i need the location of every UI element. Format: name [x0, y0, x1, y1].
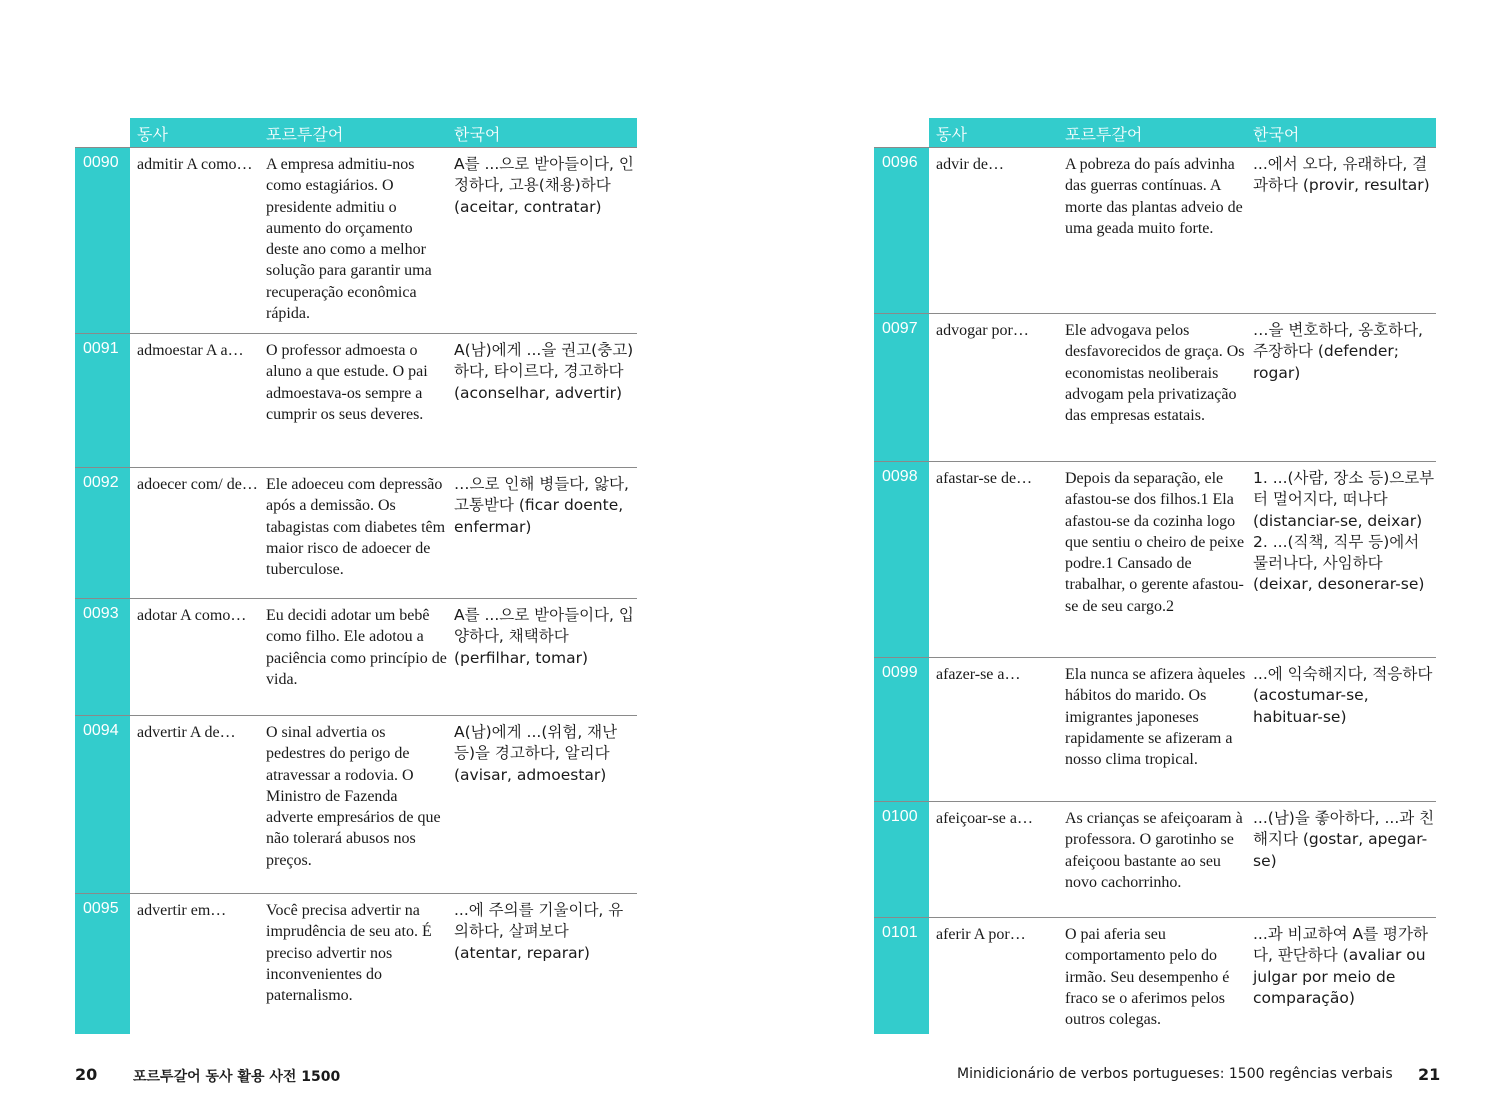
footer-title-right: Minidicionário de verbos portugueses: 1500 regências verbais — [957, 1066, 1393, 1082]
header-korean: 한국어 — [454, 125, 501, 144]
entry-verb: aferir A por… — [936, 926, 1026, 943]
page-number-left: 20 — [75, 1065, 98, 1084]
entry-korean-meaning: A를 ...으로 받아들이다, 인정하다, 고용(채용)하다 (aceitar, contratar) — [454, 155, 634, 216]
entry-verb: advir de… — [936, 156, 1004, 173]
entry-number-box — [874, 658, 929, 801]
entry-korean-meaning: ...에서 오다, 유래하다, 결과하다 (provir, resultar) — [1253, 155, 1430, 195]
entry-verb: advertir em… — [137, 902, 227, 919]
entry-number: 0101 — [882, 924, 918, 941]
entry-verb: admoestar A a… — [137, 342, 244, 359]
entry-portuguese-example: A pobreza do país advinha das guerras contínuas. A morte das plantas adveio de uma geada muito forte. — [1065, 156, 1243, 237]
entry-korean-meaning: ...과 비교하여 A를 평가하다, 판단하다 (avaliar ou julgar por meio de comparação) — [1253, 925, 1428, 1007]
entry-portuguese-example: As crianças se afeiçoaram à professora. O garotinho se afeiçoou bastante ao seu novo cachorrinho. — [1065, 810, 1243, 891]
entry-number-box — [75, 894, 130, 1034]
entry-portuguese-example: Você precisa advertir na imprudência de seu ato. É preciso advertir nos inconvenientes do paternalismo. — [266, 902, 432, 1005]
entry-number: 0098 — [882, 468, 918, 485]
entry-verb: adoecer com/ de… — [137, 476, 258, 493]
entry-number-box — [874, 148, 929, 313]
entry-verb: admitir A como… — [137, 156, 253, 173]
header-band — [929, 118, 1436, 147]
table-header — [874, 118, 1436, 147]
entry-portuguese-example: Depois da separação, ele afastou-se dos filhos.1 Ela afastou-se da cozinha logo que sentiu o cheiro de peixe podre.1 Cansado de trabalhar, o gerente afastou-se de seu cargo.2 — [1065, 470, 1245, 615]
footer-title-left: 포르투갈어 동사 활용 사전 1500 — [133, 1069, 341, 1085]
entry-number-box — [874, 802, 929, 917]
entry-korean-meaning: A(남)에게 ...을 권고(충고)하다, 타이르다, 경고하다 (aconselhar, advertir) — [454, 341, 634, 402]
entry-number: 0094 — [83, 722, 119, 739]
entry-row — [874, 147, 1436, 313]
entry-portuguese-example: A empresa admitiu-nos como estagiários. O presidente admitiu o aumento do orçamento deste ano como a melhor solução para garantir uma recuperação econômica rápida. — [266, 156, 432, 323]
entry-verb: adotar A como… — [137, 607, 247, 624]
entry-portuguese-example: O professor admoesta o aluno a que estude. O pai admoestava-os sempre a cumprir os seus deveres. — [266, 342, 428, 423]
table-header — [75, 118, 637, 147]
left-page — [75, 118, 637, 1034]
entry-row — [75, 598, 637, 715]
entry-number-box — [874, 918, 929, 1034]
entry-portuguese-example: O sinal advertia os pedestres do perigo de atravessar a rodovia. O Ministro de Fazenda adverte empresários de que não tolerará abusos nos preços. — [266, 724, 441, 869]
entry-number: 0096 — [882, 154, 918, 171]
entry-number: 0091 — [83, 340, 119, 357]
entry-row — [874, 917, 1436, 1034]
header-portuguese: 포르투갈어 — [266, 125, 344, 144]
entry-portuguese-example: Ele adoeceu com depressão após a demissão. Os tabagistas com diabetes têm maior risco de adoecer de tuberculose. — [266, 476, 446, 579]
entry-verb: advertir A de… — [137, 724, 236, 741]
entry-korean-meaning: ...(남)을 좋아하다, ...과 친해지다 (gostar, apegar-se) — [1253, 809, 1435, 870]
entry-number: 0095 — [83, 900, 119, 917]
entry-row — [75, 715, 637, 893]
entry-number-box — [75, 468, 130, 598]
entry-number-box — [874, 314, 929, 461]
header-verb: 동사 — [936, 125, 967, 144]
entry-portuguese-example: Ele advogava pelos desfavorecidos de graça. Os economistas neoliberais advogam pela privatização das empresas estatais. — [1065, 322, 1245, 425]
entry-row — [874, 461, 1436, 657]
entry-korean-meaning: …으로 인해 병들다, 앓다, 고통받다 (ficar doente, enfermar) — [454, 475, 629, 536]
entry-number: 0099 — [882, 664, 918, 681]
entry-portuguese-example: O pai aferia seu comportamento pelo do irmão. Seu desempenho é fraco se o aferimos pelos outros colegas. — [1065, 926, 1230, 1029]
entry-number: 0090 — [83, 154, 119, 171]
entry-row — [874, 657, 1436, 801]
entry-korean-meaning: ...에 익숙해지다, 적응하다 (acostumar-se, habituar-se) — [1253, 665, 1433, 726]
page-number-right: 21 — [1418, 1065, 1441, 1084]
entry-row — [874, 801, 1436, 917]
entry-verb: afeiçoar-se a… — [936, 810, 1033, 827]
entry-korean-meaning: A(남)에게 ...(위험, 재난 등)을 경고하다, 알리다 (avisar, admoestar) — [454, 723, 618, 784]
entry-row — [75, 893, 637, 1034]
entry-number: 0100 — [882, 808, 918, 825]
entry-korean-meaning: A를 ...으로 받아들이다, 입양하다, 채택하다 (perfilhar, tomar) — [454, 606, 634, 667]
header-portuguese: 포르투갈어 — [1065, 125, 1143, 144]
entry-number: 0097 — [882, 320, 918, 337]
entry-korean-meaning: …을 변호하다, 옹호하다, 주장하다 (defender; rogar) — [1253, 321, 1423, 382]
entry-row — [874, 313, 1436, 461]
entry-number-box — [75, 716, 130, 893]
header-band — [130, 118, 637, 147]
header-verb: 동사 — [137, 125, 168, 144]
entry-portuguese-example: Eu decidi adotar um bebê como filho. Ele adotou a paciência como princípio de vida. — [266, 607, 447, 688]
entry-verb: afazer-se a… — [936, 666, 1021, 683]
entry-korean-meaning: 1. ...(사람, 장소 등)으로부터 멀어지다, 떠나다 (distanciar-se, deixar) 2. ...(직책, 직무 등)에서 물러나다, 사임하다 (deixar, desonerar-se) — [1253, 469, 1435, 594]
entry-row — [75, 467, 637, 598]
entry-row — [75, 333, 637, 467]
entry-number: 0093 — [83, 605, 119, 622]
entry-number-box — [75, 599, 130, 715]
entry-number: 0092 — [83, 474, 119, 491]
entry-verb: afastar-se de… — [936, 470, 1033, 487]
right-page — [874, 118, 1436, 1034]
entry-portuguese-example: Ela nunca se afizera àqueles hábitos do marido. Os imigrantes japoneses rapidamente se afizeram a nosso clima tropical. — [1065, 666, 1246, 769]
entry-number-box — [75, 148, 130, 333]
entry-number-box — [75, 334, 130, 467]
entry-verb: advogar por… — [936, 322, 1029, 339]
entry-row — [75, 147, 637, 333]
entry-korean-meaning: ...에 주의를 기울이다, 유의하다, 살펴보다 (atentar, reparar) — [454, 901, 624, 962]
header-korean: 한국어 — [1253, 125, 1300, 144]
entry-number-box — [874, 462, 929, 657]
